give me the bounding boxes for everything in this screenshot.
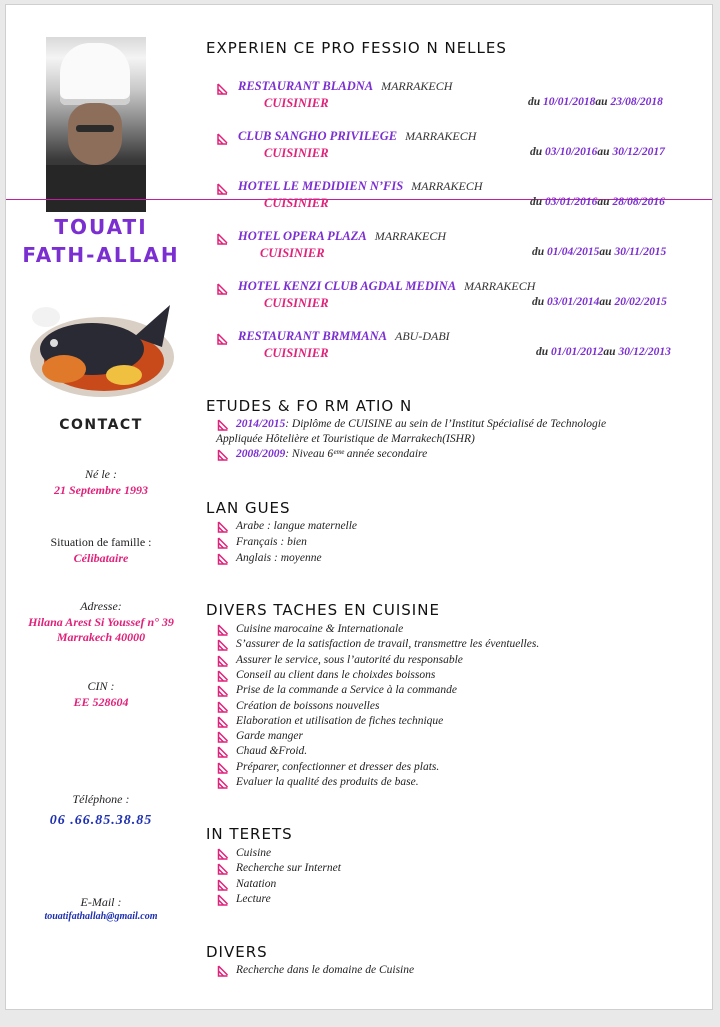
tasks-item: Conseil au client dans le choixdes boissons	[216, 669, 435, 683]
profile-photo	[46, 37, 146, 212]
bullet-icon	[216, 655, 230, 668]
languages-item: Français : bien	[216, 536, 307, 550]
right-column	[206, 5, 712, 1009]
languages-heading: LAN GUES	[206, 499, 291, 517]
company-city: MARRAKECH	[405, 129, 477, 143]
last-name: FATH-ALLAH	[22, 243, 180, 267]
tasks-item: Assurer le service, sous l’autorité du responsable	[216, 654, 463, 668]
tasks-item: Garde manger	[216, 730, 303, 744]
misc-item: Recherche dans le domaine de Cuisine	[216, 964, 414, 978]
bullet-icon	[216, 716, 230, 729]
interests-item: Cuisine	[216, 847, 271, 861]
experience-heading: EXPERIEN CE PRO FESSIO N NELLES	[206, 39, 507, 57]
company-name: RESTAURANT BLADNA MARRAKECH	[238, 79, 453, 93]
phone-label: Téléphone :	[72, 792, 130, 806]
address-line-1: Hilana Arest Si Youssef n° 39	[28, 615, 174, 629]
family-label: Situation de famille :	[50, 535, 152, 549]
bullet-icon	[216, 449, 230, 462]
tasks-item: Cuisine marocaine & Internationale	[216, 623, 403, 637]
bullet-icon	[216, 731, 230, 744]
languages-item: Anglais : moyenne	[216, 552, 322, 566]
education-text-2: : Niveau 6ᵉᵐᵉ année secondaire	[285, 448, 428, 460]
job-role: CUISINIER	[264, 346, 329, 360]
bullet-icon	[216, 894, 230, 907]
family-value: Célibataire	[73, 551, 129, 565]
company-city: ABU-DABI	[395, 329, 450, 343]
tasks-item: Evaluer la qualité des produits de base.	[216, 776, 419, 790]
cin-label: CIN :	[87, 679, 115, 693]
bullet-icon	[216, 762, 230, 775]
email-value[interactable]: touatifathallah@gmail.com	[44, 911, 158, 922]
experience-item	[216, 129, 706, 165]
address-line-2: Marrakech 40000	[56, 630, 146, 644]
education-item-1	[216, 418, 606, 432]
interests-item: Recherche sur Internet	[216, 862, 341, 876]
birth-label: Né le :	[85, 467, 117, 481]
contact-heading: CONTACT	[59, 417, 143, 433]
bullet-icon	[216, 701, 230, 714]
bullet-icon	[216, 419, 230, 432]
experience-item	[216, 79, 706, 115]
bullet-icon	[216, 537, 230, 550]
job-dates: du 03/01/2014au 20/02/2015	[532, 296, 667, 308]
bullet-icon	[216, 863, 230, 876]
education-item-1-cont: Appliquée Hôtelière et Touristique de Marrakech(ISHR)	[216, 433, 475, 445]
company-city: MARRAKECH	[374, 229, 447, 243]
languages-item: Arabe : langue maternelle	[216, 520, 357, 534]
job-dates: du 03/10/2016au 30/12/2017	[530, 146, 665, 158]
birth-value: 21 Septembre 1993	[54, 483, 148, 497]
education-text-1: : Diplôme de CUISINE au sein de l’Institut Spécialisé de Technologie	[285, 418, 607, 430]
bullet-icon	[216, 639, 230, 652]
bullet-icon	[216, 879, 230, 892]
tasks-item: Chaud &Froid.	[216, 745, 307, 759]
education-year-1: 2014/2015	[236, 418, 286, 430]
job-role: CUISINIER	[264, 296, 329, 310]
interests-item: Lecture	[216, 893, 271, 907]
company-city: MARRAKECH	[411, 179, 483, 193]
bullet-icon	[216, 521, 230, 534]
job-dates: du 10/01/2018au 23/08/2018	[528, 96, 663, 108]
job-role: CUISINIER	[264, 96, 329, 110]
dish-image	[24, 277, 174, 405]
tasks-heading: DIVERS TACHES EN CUISINE	[206, 601, 440, 619]
experience-item	[216, 279, 706, 315]
bullet-icon	[216, 553, 230, 566]
cv-page	[5, 4, 713, 1010]
interests-heading: IN TERETS	[206, 825, 293, 843]
face-shape	[68, 103, 122, 165]
cin-value: EE 528604	[73, 695, 129, 709]
misc-heading: DIVERS	[206, 943, 268, 961]
job-role: CUISINIER	[264, 196, 329, 210]
job-role: CUISINIER	[264, 146, 329, 160]
bullet-icon	[216, 670, 230, 683]
company-name: RESTAURANT BRMMANA ABU-DABI	[238, 329, 450, 343]
education-item-2	[216, 448, 427, 462]
bullet-icon	[216, 624, 230, 637]
experience-item	[216, 329, 706, 365]
tasks-item: S’assurer de la satisfaction de travail, transmettre les éventuelles.	[216, 638, 539, 652]
job-dates: du 01/04/2015au 30/11/2015	[532, 246, 667, 258]
company-city: MARRAKECH	[381, 79, 453, 93]
chef-jacket-shape	[46, 165, 146, 212]
left-column	[6, 5, 196, 1009]
tasks-item: Elaboration et utilisation de fiches technique	[216, 715, 443, 729]
education-year-2: 2008/2009	[236, 448, 286, 460]
tasks-item: Création de boissons nouvelles	[216, 700, 379, 714]
first-name: TOUATI	[54, 215, 148, 239]
tasks-item: Prise de la commande a Service à la commande	[216, 684, 457, 698]
company-name: HOTEL OPERA PLAZA MARRAKECH	[238, 229, 447, 243]
company-city: MARRAKECH	[464, 279, 536, 293]
chef-hat-shape	[60, 43, 130, 105]
company-name: HOTEL KENZI CLUB AGDAL MEDINA MARRAKECH	[238, 279, 536, 293]
glasses-shape	[76, 125, 114, 132]
bullet-icon	[216, 685, 230, 698]
email-label: E-Mail :	[80, 895, 122, 909]
address-label: Adresse:	[80, 599, 122, 613]
job-role: CUISINIER	[260, 246, 325, 260]
company-name: HOTEL LE MEDIDIEN N’FIS MARRAKECH	[238, 179, 483, 193]
phone-value: 06 .66.85.38.85	[49, 813, 153, 828]
bullet-icon	[216, 777, 230, 790]
interests-item: Natation	[216, 878, 276, 892]
company-name: CLUB SANGHO PRIVILEGE MARRAKECH	[238, 129, 477, 143]
job-dates: du 01/01/2012au 30/12/2013	[536, 346, 671, 358]
education-heading: ETUDES & FO RM ATIO N	[206, 397, 413, 415]
experience-item	[216, 229, 706, 265]
bullet-icon	[216, 746, 230, 759]
experience-item	[216, 179, 706, 215]
bullet-icon	[216, 965, 230, 978]
job-dates: du 03/01/2016au 28/08/2016	[530, 196, 665, 208]
bullet-icon	[216, 848, 230, 861]
tasks-item: Préparer, confectionner et dresser des plats.	[216, 761, 439, 775]
